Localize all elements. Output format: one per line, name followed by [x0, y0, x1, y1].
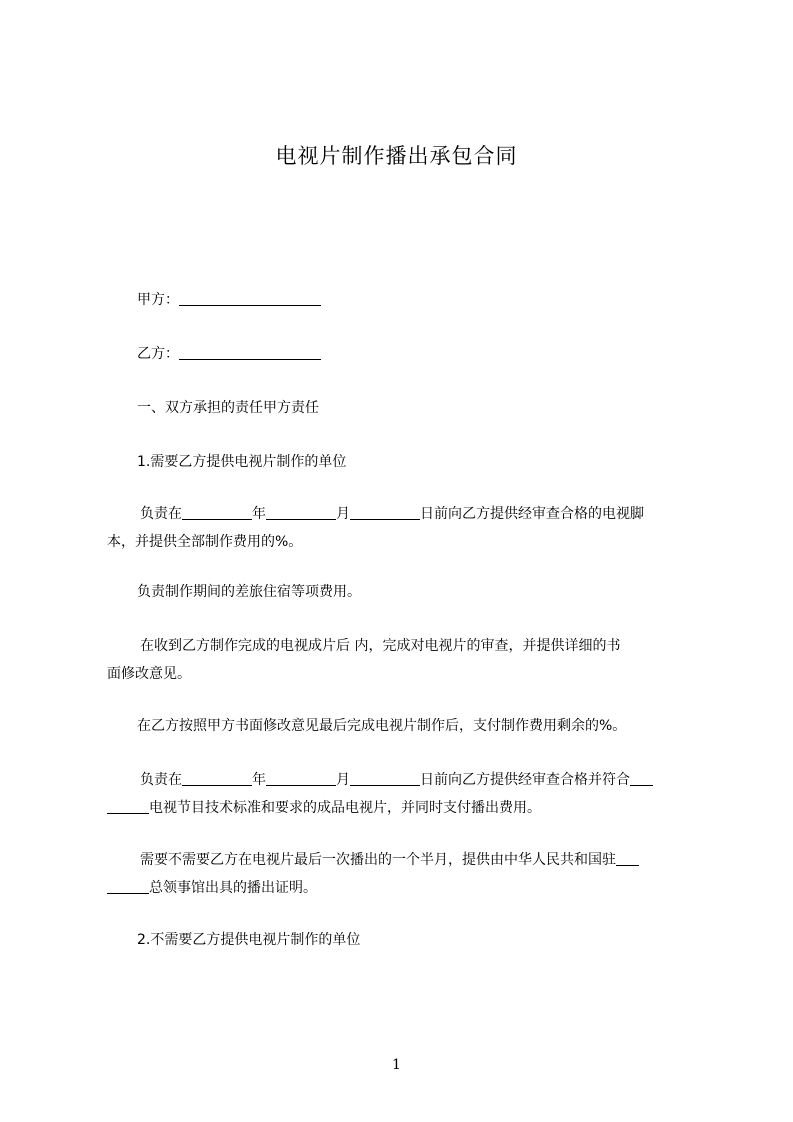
paragraph-6-line-2: 总领事馆出具的播出证明。	[107, 874, 701, 902]
month-blank	[266, 771, 336, 786]
party-b-label: 乙方：	[137, 346, 179, 362]
paragraph-3-line-2: 面修改意见。	[107, 666, 191, 682]
item-1-heading: 1.需要乙方提供电视片制作的单位	[137, 454, 347, 470]
section-1-heading: 一、双方承担的责任甲方责任	[137, 400, 319, 416]
paragraph-1-line-1: 负责在 年 月 日前向乙方提供经审查合格的电视脚	[140, 506, 644, 522]
party-b-line	[107, 340, 731, 368]
paragraph-2: 负责制作期间的差旅住宿等项费用。	[137, 584, 361, 600]
standard-blank	[630, 771, 653, 786]
year-blank	[182, 505, 252, 520]
paragraph-4: 在乙方按照甲方书面修改意见最后完成电视片制作后，支付制作费用剩余的%。	[137, 718, 627, 734]
paragraph-1-line-2: 本，并提供全部制作费用的%。	[107, 534, 303, 550]
standard-blank-continued	[107, 799, 149, 814]
party-b-blank	[179, 345, 321, 360]
party-a-blank	[179, 291, 321, 306]
paragraph-5-line-2: 电视节目技术标准和要求的成品电视片，并同时支付播出费用。	[107, 794, 701, 822]
paragraph-3	[107, 632, 701, 688]
location-blank	[616, 851, 639, 866]
paragraph-6-line-1: 需要不需要乙方在电视片最后一次播出的一个半月，提供由中华人民共和国驻	[107, 846, 701, 874]
year-blank	[182, 771, 252, 786]
paragraph-5	[107, 766, 701, 822]
paragraph-6	[107, 846, 701, 902]
paragraph-3-line-1: 在收到乙方制作完成的电视成片后 内，完成对电视片的审查，并提供详细的书	[140, 638, 621, 654]
location-blank-continued	[107, 879, 149, 894]
document-title: 电视片制作播出承包合同	[275, 144, 518, 168]
paragraph-5-line-1: 负责在 年 月 日前向乙方提供经审查合格并符合	[107, 766, 701, 794]
item-2-heading: 2.不需要乙方提供电视片制作的单位	[137, 932, 361, 948]
party-a-label: 甲方：	[137, 292, 179, 308]
day-blank	[350, 505, 420, 520]
day-blank	[350, 771, 420, 786]
page-number: 1	[392, 1057, 401, 1073]
month-blank	[266, 505, 336, 520]
paragraph-1	[107, 500, 701, 556]
party-a-line	[107, 286, 731, 314]
